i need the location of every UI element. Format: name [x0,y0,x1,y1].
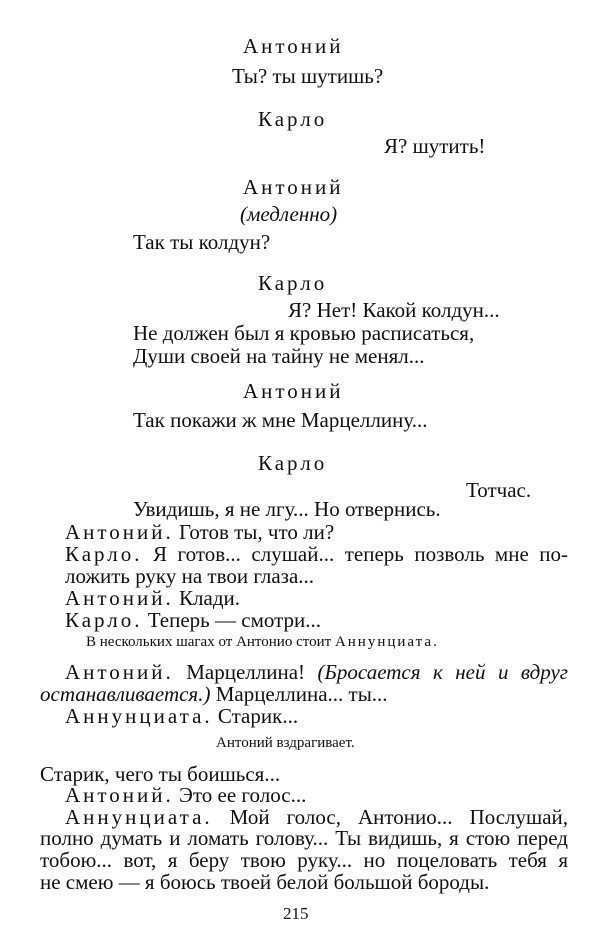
page-number: 215 [283,904,309,923]
dialogue-text: Мой голос, Антонио... Послушай, [229,805,569,829]
dialogue-line [65,542,568,566]
stage-direction: (Бросается к ней и вдруг [317,660,568,684]
dialogue-line: ложить руку на твои глаза... [65,564,315,588]
dialogue-text: Я готов... слушай... теперь позволь мне по- [153,542,569,566]
dialogue-line [65,783,306,807]
speaker-name: Карло. [65,542,143,566]
speaker-name: Аннунциата. [65,805,213,829]
speaker-name: Антоний. [65,783,174,807]
dialogue-text: Теперь — смотри... [147,608,322,632]
verse-line: Я? шутить! [384,134,486,158]
character-name: Аннунциата. [334,634,439,650]
verse-line: Тотчас. [466,478,532,502]
speaker-name: Антоний [243,379,344,403]
speaker-name: Антоний. [65,520,174,544]
dialogue-line: полно думать и ломать голову... Ты видишь, я стою перед [40,826,568,850]
verse-line: Души своей на тайну не менял... [133,344,425,368]
dialogue-text: Клади. [179,586,241,610]
dialogue-text: Это ее голос... [179,783,307,807]
stage-direction-text: В нескольких шагах от Антонио стоит [86,634,332,650]
speaker-name: Карло [258,451,328,475]
dialogue-line: Старик, чего ты боишься... [40,762,281,786]
dialogue-line [65,704,298,728]
dialogue-text: Марцеллина... ты... [215,682,388,706]
dialogue-text: Старик... [217,704,299,728]
speaker-name: Карло [258,107,328,131]
stage-direction: (медленно) [240,202,338,226]
dialogue-text: Готов ты, что ли? [179,520,335,544]
verse-line: Я? Нет! Какой колдун... [288,298,500,322]
dialogue-line [65,520,334,544]
verse-line: Увидишь, я не лгу... Но отвернись. [133,497,441,521]
dialogue-line [65,586,240,610]
stage-direction: Антоний вздрагивает. [216,735,355,751]
verse-line: Так ты колдун? [133,230,271,254]
stage-direction: останавливается.) [40,682,211,706]
dialogue-line: не смею — я боюсь твоей белой большой бороды. [40,870,490,894]
dialogue-line [65,608,321,632]
speaker-name: Антоний [243,175,344,199]
speaker-name: Антоний. [65,586,174,610]
dialogue-line [65,660,568,684]
speaker-name: Карло [258,271,328,295]
verse-line: Так покажи ж мне Марцеллину... [133,408,428,432]
stage-direction [86,633,439,651]
dialogue-text: Марцеллина! [186,660,306,684]
dialogue-line [40,682,388,706]
speaker-name: Антоний [243,34,344,58]
verse-line: Ты? ты шутишь? [232,64,384,88]
speaker-name: Карло. [65,608,143,632]
dialogue-line: тобою... вот, я беру твою руку... но поцеловать тебя я [40,848,568,872]
verse-line: Не должен был я кровью расписаться, [133,321,475,345]
speaker-name: Антоний. [65,660,174,684]
speaker-name: Аннунциата. [65,704,213,728]
